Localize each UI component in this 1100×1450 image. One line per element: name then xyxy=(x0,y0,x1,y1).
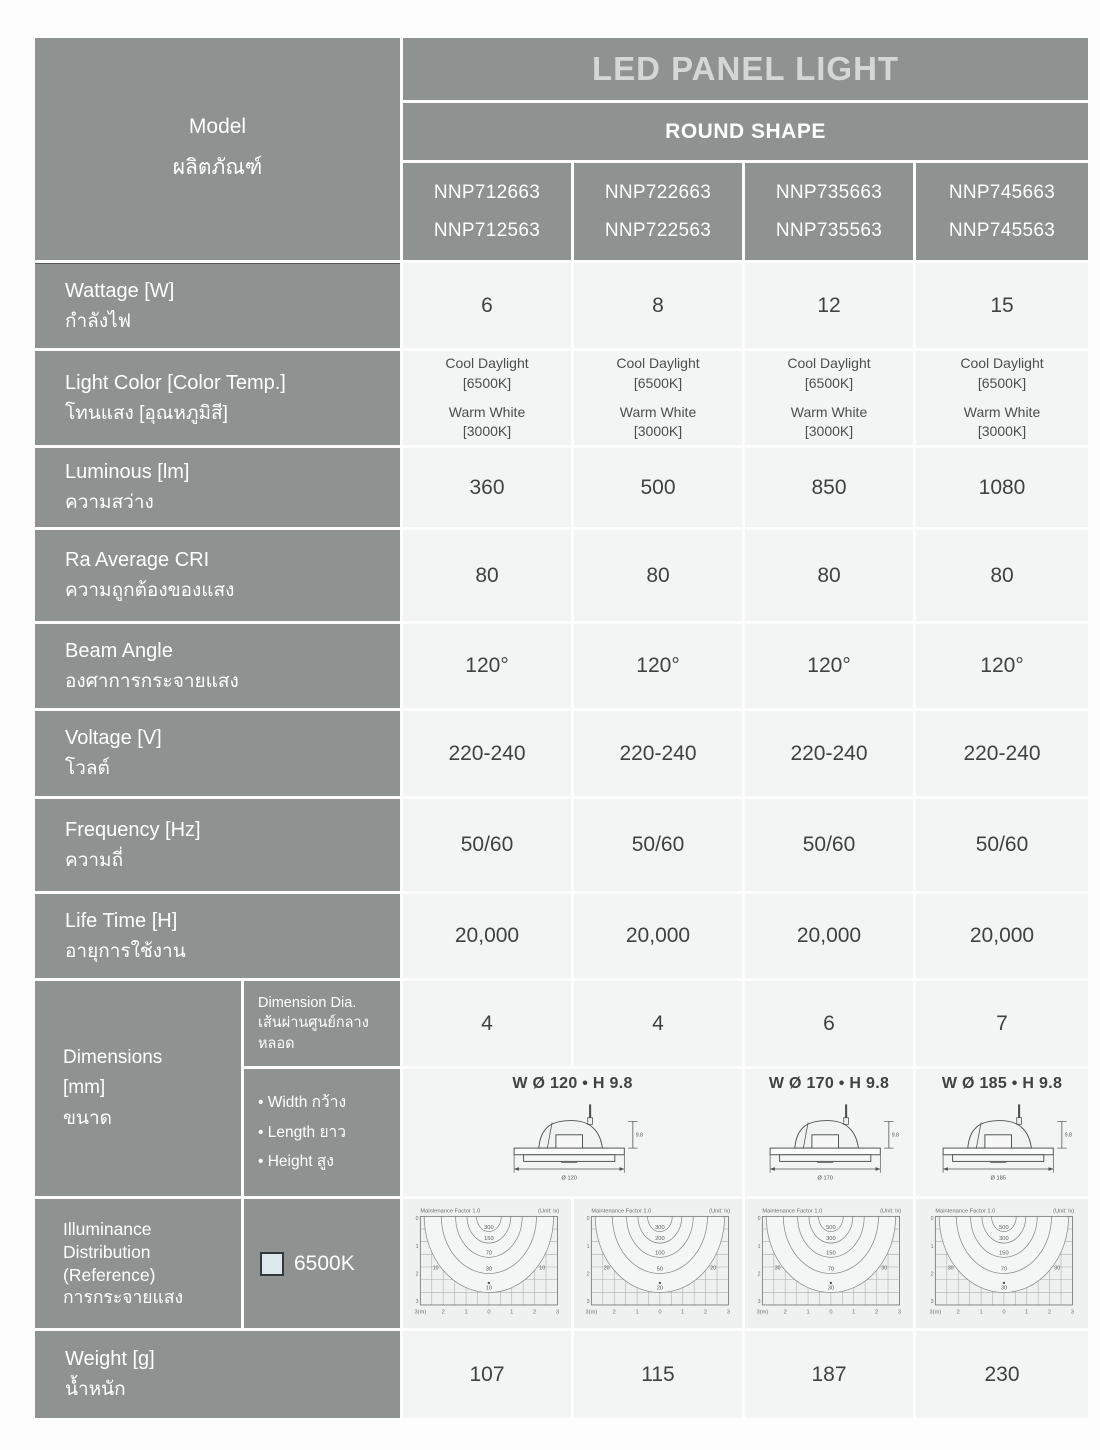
sub-label-dimension-dia xyxy=(244,981,400,1066)
svg-text:1: 1 xyxy=(979,1308,983,1315)
dimensions-unit: [mm] xyxy=(63,1077,106,1099)
row-label-cri xyxy=(35,530,400,621)
svg-text:30: 30 xyxy=(485,1266,493,1273)
sub-label-width-length-height xyxy=(244,1069,400,1196)
bullet-width: • Width กว้าง xyxy=(258,1094,347,1112)
light-color-line: [3000K] xyxy=(977,423,1027,440)
dimension-drawing xyxy=(753,1093,905,1194)
svg-text:0: 0 xyxy=(487,1308,491,1315)
weight-value-1: 107 xyxy=(403,1331,571,1418)
row-label-frequency xyxy=(35,799,400,891)
lifetime-value-2: 20,000 xyxy=(574,894,742,978)
light-color-line: [6500K] xyxy=(462,374,512,391)
dia-label-th2: หลอด xyxy=(258,1035,295,1052)
svg-text:3: 3 xyxy=(555,1308,560,1315)
light-color-line: Warm White xyxy=(619,403,697,420)
svg-text:150: 150 xyxy=(999,1249,1009,1256)
svg-text:30: 30 xyxy=(947,1265,954,1272)
svg-text:100: 100 xyxy=(655,1249,665,1256)
weight-value-4: 230 xyxy=(916,1331,1088,1418)
svg-text:2: 2 xyxy=(612,1308,616,1315)
svg-text:1: 1 xyxy=(464,1308,468,1315)
beam-angle-value-2: 120° xyxy=(574,624,742,708)
svg-text:30: 30 xyxy=(1000,1285,1008,1292)
light-color-line: Cool Daylight xyxy=(445,355,529,372)
model-column-4 xyxy=(916,163,1088,260)
svg-text:70: 70 xyxy=(1000,1266,1008,1273)
row-label-illuminance xyxy=(35,1199,241,1328)
svg-text:3: 3 xyxy=(726,1308,731,1315)
svg-text:1: 1 xyxy=(635,1308,639,1315)
model-number: NNP745563 xyxy=(948,219,1056,241)
svg-text:150: 150 xyxy=(826,1249,836,1256)
svg-text:Ø 170: Ø 170 xyxy=(817,1175,833,1182)
row-label-en: Frequency [Hz] xyxy=(65,818,201,841)
svg-text:0: 0 xyxy=(415,1215,419,1222)
svg-text:3(m): 3(m) xyxy=(414,1308,427,1315)
illuminance-chart-2 xyxy=(574,1199,742,1328)
luminous-value-2: 500 xyxy=(574,448,742,527)
svg-text:Ø 120: Ø 120 xyxy=(560,1175,577,1182)
svg-text:20: 20 xyxy=(656,1285,664,1292)
model-number: NNP722663 xyxy=(604,181,712,203)
svg-text:10: 10 xyxy=(485,1285,493,1292)
svg-text:2: 2 xyxy=(415,1270,419,1277)
svg-text:3(m): 3(m) xyxy=(756,1308,769,1315)
light-color-line: [6500K] xyxy=(804,374,854,391)
legend-6500k xyxy=(244,1199,400,1328)
lifetime-value-3: 20,000 xyxy=(745,894,913,978)
light-color-value-4 xyxy=(916,351,1088,445)
row-label-en: Ra Average CRI xyxy=(65,549,210,572)
illuminance-chart-4 xyxy=(916,1199,1088,1328)
svg-text:3: 3 xyxy=(415,1298,419,1305)
light-color-line: [3000K] xyxy=(633,423,683,440)
svg-text:3(m): 3(m) xyxy=(585,1308,598,1315)
illuminance-chart-1 xyxy=(403,1199,571,1328)
model-header-cell xyxy=(35,38,400,260)
light-color-line: Warm White xyxy=(448,403,526,420)
beam-angle-value-3: 120° xyxy=(745,624,913,708)
svg-text:1: 1 xyxy=(681,1308,685,1315)
svg-text:2: 2 xyxy=(1048,1308,1052,1315)
svg-text:300: 300 xyxy=(484,1224,494,1231)
frequency-value-3: 50/60 xyxy=(745,799,913,891)
svg-text:300: 300 xyxy=(999,1235,1009,1242)
light-color-line: Cool Daylight xyxy=(960,355,1044,372)
dia-value-2: 4 xyxy=(574,981,742,1066)
svg-text:0: 0 xyxy=(930,1215,934,1222)
illuminance-label-line: Illuminance xyxy=(63,1219,152,1239)
svg-text:1: 1 xyxy=(1025,1308,1029,1315)
beam-angle-value-4: 120° xyxy=(916,624,1088,708)
row-label-th: โวลต์ xyxy=(65,758,110,780)
svg-text:2: 2 xyxy=(783,1308,787,1315)
svg-text:Maintenance Factor 1.0: Maintenance Factor 1.0 xyxy=(762,1208,823,1215)
svg-text:10: 10 xyxy=(539,1265,546,1272)
svg-text:2: 2 xyxy=(533,1308,537,1315)
svg-text:1: 1 xyxy=(757,1243,761,1250)
wattage-value-4: 15 xyxy=(916,263,1088,348)
svg-text:3: 3 xyxy=(930,1298,934,1305)
svg-text:2: 2 xyxy=(930,1270,934,1277)
row-label-en: Wattage [W] xyxy=(65,279,175,302)
luminous-value-1: 360 xyxy=(403,448,571,527)
cri-value-1: 80 xyxy=(403,530,571,621)
dimension-text: W Ø 185 • H 9.8 xyxy=(941,1075,1063,1092)
svg-text:2: 2 xyxy=(757,1270,761,1277)
dimension-cell-3 xyxy=(916,1069,1088,1196)
illuminance-label-th: การกระจายแสง xyxy=(63,1287,184,1308)
svg-text:2: 2 xyxy=(586,1270,590,1277)
luminous-value-4: 1080 xyxy=(916,448,1088,527)
svg-text:30: 30 xyxy=(881,1265,888,1272)
dimension-text: W Ø 120 • H 9.8 xyxy=(512,1075,633,1092)
svg-text:50: 50 xyxy=(656,1266,664,1273)
svg-text:1: 1 xyxy=(806,1308,810,1315)
svg-text:3(m): 3(m) xyxy=(929,1308,942,1315)
svg-text:0: 0 xyxy=(757,1215,761,1222)
svg-text:500: 500 xyxy=(999,1224,1009,1231)
dimension-drawing xyxy=(497,1093,649,1194)
shape-subtitle xyxy=(403,103,1088,160)
frequency-value-1: 50/60 xyxy=(403,799,571,891)
light-color-line: Cool Daylight xyxy=(787,355,871,372)
row-label-th: ความสว่าง xyxy=(65,492,154,514)
svg-text:20: 20 xyxy=(710,1265,717,1272)
svg-text:1: 1 xyxy=(415,1243,419,1250)
row-label-th: ความถูกต้องของแสง xyxy=(65,580,235,602)
model-label-en: Model xyxy=(188,114,247,138)
weight-value-2: 115 xyxy=(574,1331,742,1418)
frequency-value-2: 50/60 xyxy=(574,799,742,891)
led-panel-light-spec-table xyxy=(35,38,1088,1418)
svg-text:2: 2 xyxy=(441,1308,445,1315)
dia-label-th: เส้นผ่านศูนย์กลาง xyxy=(258,1015,369,1032)
model-column-1 xyxy=(403,163,571,260)
svg-text:3: 3 xyxy=(897,1308,902,1315)
row-label-lifetime xyxy=(35,894,400,978)
row-label-en: Voltage [V] xyxy=(65,727,162,750)
model-number: NNP735563 xyxy=(775,219,883,241)
svg-text:2: 2 xyxy=(704,1308,708,1315)
row-label-wattage xyxy=(35,263,400,348)
row-label-th: โทนแสง [อุณหภูมิสี] xyxy=(65,402,228,424)
dia-value-3: 6 xyxy=(745,981,913,1066)
model-number: NNP712663 xyxy=(433,181,541,203)
row-label-weight xyxy=(35,1331,400,1418)
svg-text:0: 0 xyxy=(586,1215,590,1222)
cri-value-2: 80 xyxy=(574,530,742,621)
row-label-en: Luminous [lm] xyxy=(65,461,190,484)
svg-text:0: 0 xyxy=(1002,1308,1006,1315)
svg-text:3: 3 xyxy=(1070,1308,1075,1315)
voltage-value-4: 220-240 xyxy=(916,711,1088,796)
svg-text:2: 2 xyxy=(956,1308,960,1315)
svg-text:10: 10 xyxy=(432,1265,439,1272)
lifetime-value-1: 20,000 xyxy=(403,894,571,978)
illuminance-label-line: Distribution xyxy=(63,1241,151,1262)
model-number: NNP745663 xyxy=(948,181,1056,203)
light-color-line: Warm White xyxy=(963,403,1041,420)
cri-value-4: 80 xyxy=(916,530,1088,621)
svg-text:0: 0 xyxy=(829,1308,833,1315)
lifetime-value-4: 20,000 xyxy=(916,894,1088,978)
row-label-th: อายุการใช้งาน xyxy=(65,940,186,962)
light-color-line: [6500K] xyxy=(977,374,1027,391)
light-color-line: Cool Daylight xyxy=(616,355,700,372)
row-label-th: กำลังไฟ xyxy=(65,310,132,332)
dia-label-en: Dimension Dia. xyxy=(258,995,357,1012)
svg-text:(Unit: lx): (Unit: lx) xyxy=(880,1208,902,1215)
luminous-value-3: 850 xyxy=(745,448,913,527)
svg-text:(Unit: lx): (Unit: lx) xyxy=(1053,1208,1075,1215)
svg-text:3: 3 xyxy=(586,1298,590,1305)
wattage-value-1: 6 xyxy=(403,263,571,348)
dia-value-4: 7 xyxy=(916,981,1088,1066)
row-label-en: Weight [g] xyxy=(65,1348,155,1371)
svg-text:Maintenance Factor 1.0: Maintenance Factor 1.0 xyxy=(591,1208,652,1215)
light-color-value-2 xyxy=(574,351,742,445)
illuminance-label-line: (Reference) xyxy=(63,1264,156,1285)
row-label-en: Beam Angle xyxy=(65,639,173,662)
dimension-drawing xyxy=(926,1093,1078,1194)
dimension-text: W Ø 170 • H 9.8 xyxy=(768,1075,890,1092)
light-color-line: [6500K] xyxy=(633,374,683,391)
row-label-en: Light Color [Color Temp.] xyxy=(65,371,286,394)
svg-text:30: 30 xyxy=(1054,1265,1061,1272)
beam-angle-value-1: 120° xyxy=(403,624,571,708)
weight-value-3: 187 xyxy=(745,1331,913,1418)
bullet-length: • Length ยาว xyxy=(258,1123,346,1141)
shape-subtitle-text: ROUND SHAPE xyxy=(665,119,826,143)
svg-text:3: 3 xyxy=(757,1298,761,1305)
bullet-height: • Height สูง xyxy=(258,1153,334,1171)
light-color-line: [3000K] xyxy=(462,423,512,440)
svg-text:200: 200 xyxy=(655,1235,665,1242)
svg-text:(Unit: lx): (Unit: lx) xyxy=(538,1208,560,1215)
legend-text: 6500K xyxy=(294,1251,355,1275)
svg-text:300: 300 xyxy=(655,1224,665,1231)
wattage-value-3: 12 xyxy=(745,263,913,348)
model-number: NNP735663 xyxy=(775,181,883,203)
row-label-voltage xyxy=(35,711,400,796)
svg-text:500: 500 xyxy=(826,1224,836,1231)
model-label-th: ผลิตภัณฑ์ xyxy=(172,155,263,179)
svg-text:0: 0 xyxy=(658,1308,662,1315)
light-color-line: Warm White xyxy=(790,403,868,420)
row-label-luminous xyxy=(35,448,400,527)
svg-text:1: 1 xyxy=(930,1243,934,1250)
row-label-dimensions xyxy=(35,981,241,1196)
svg-text:2: 2 xyxy=(875,1308,879,1315)
page-title-text: LED PANEL LIGHT xyxy=(591,50,900,87)
dimensions-label-th: ขนาด xyxy=(63,1107,112,1129)
light-color-value-3 xyxy=(745,351,913,445)
row-label-th: ความถี่ xyxy=(65,849,124,871)
voltage-value-2: 220-240 xyxy=(574,711,742,796)
svg-text:30: 30 xyxy=(827,1285,835,1292)
row-label-th: น้ำหนัก xyxy=(65,1379,126,1401)
svg-text:300: 300 xyxy=(826,1235,836,1242)
illuminance-chart-3 xyxy=(745,1199,913,1328)
svg-text:Ø 185: Ø 185 xyxy=(990,1175,1006,1182)
svg-text:1: 1 xyxy=(510,1308,514,1315)
svg-text:1: 1 xyxy=(852,1308,856,1315)
svg-text:(Unit: lx): (Unit: lx) xyxy=(709,1208,731,1215)
dimension-cell-2 xyxy=(745,1069,913,1196)
svg-text:9.8: 9.8 xyxy=(1064,1132,1072,1139)
model-number: NNP722563 xyxy=(604,219,712,241)
wattage-value-2: 8 xyxy=(574,263,742,348)
dimension-cell-1 xyxy=(403,1069,742,1196)
svg-text:9.8: 9.8 xyxy=(891,1132,899,1139)
svg-text:70: 70 xyxy=(827,1266,835,1273)
light-color-value-1 xyxy=(403,351,571,445)
voltage-value-3: 220-240 xyxy=(745,711,913,796)
row-label-th: องศาการกระจายแสง xyxy=(65,670,239,692)
row-label-en: Life Time [H] xyxy=(65,909,178,932)
model-column-2 xyxy=(574,163,742,260)
voltage-value-1: 220-240 xyxy=(403,711,571,796)
frequency-value-4: 50/60 xyxy=(916,799,1088,891)
svg-text:30: 30 xyxy=(774,1265,781,1272)
row-label-beam-angle xyxy=(35,624,400,708)
row-label-light-color xyxy=(35,351,400,445)
page-title xyxy=(403,38,1088,100)
svg-text:20: 20 xyxy=(603,1265,610,1272)
svg-text:Maintenance Factor 1.0: Maintenance Factor 1.0 xyxy=(420,1208,481,1215)
cri-value-3: 80 xyxy=(745,530,913,621)
light-color-line: [3000K] xyxy=(804,423,854,440)
dimensions-label-en: Dimensions xyxy=(63,1046,163,1068)
model-number: NNP712563 xyxy=(433,219,541,241)
svg-text:70: 70 xyxy=(485,1249,493,1256)
color-swatch-icon xyxy=(260,1252,284,1276)
svg-text:150: 150 xyxy=(484,1235,494,1242)
svg-text:Maintenance Factor 1.0: Maintenance Factor 1.0 xyxy=(935,1208,996,1215)
dia-value-1: 4 xyxy=(403,981,571,1066)
svg-text:1: 1 xyxy=(586,1243,590,1250)
model-column-3 xyxy=(745,163,913,260)
svg-text:9.8: 9.8 xyxy=(635,1132,643,1139)
